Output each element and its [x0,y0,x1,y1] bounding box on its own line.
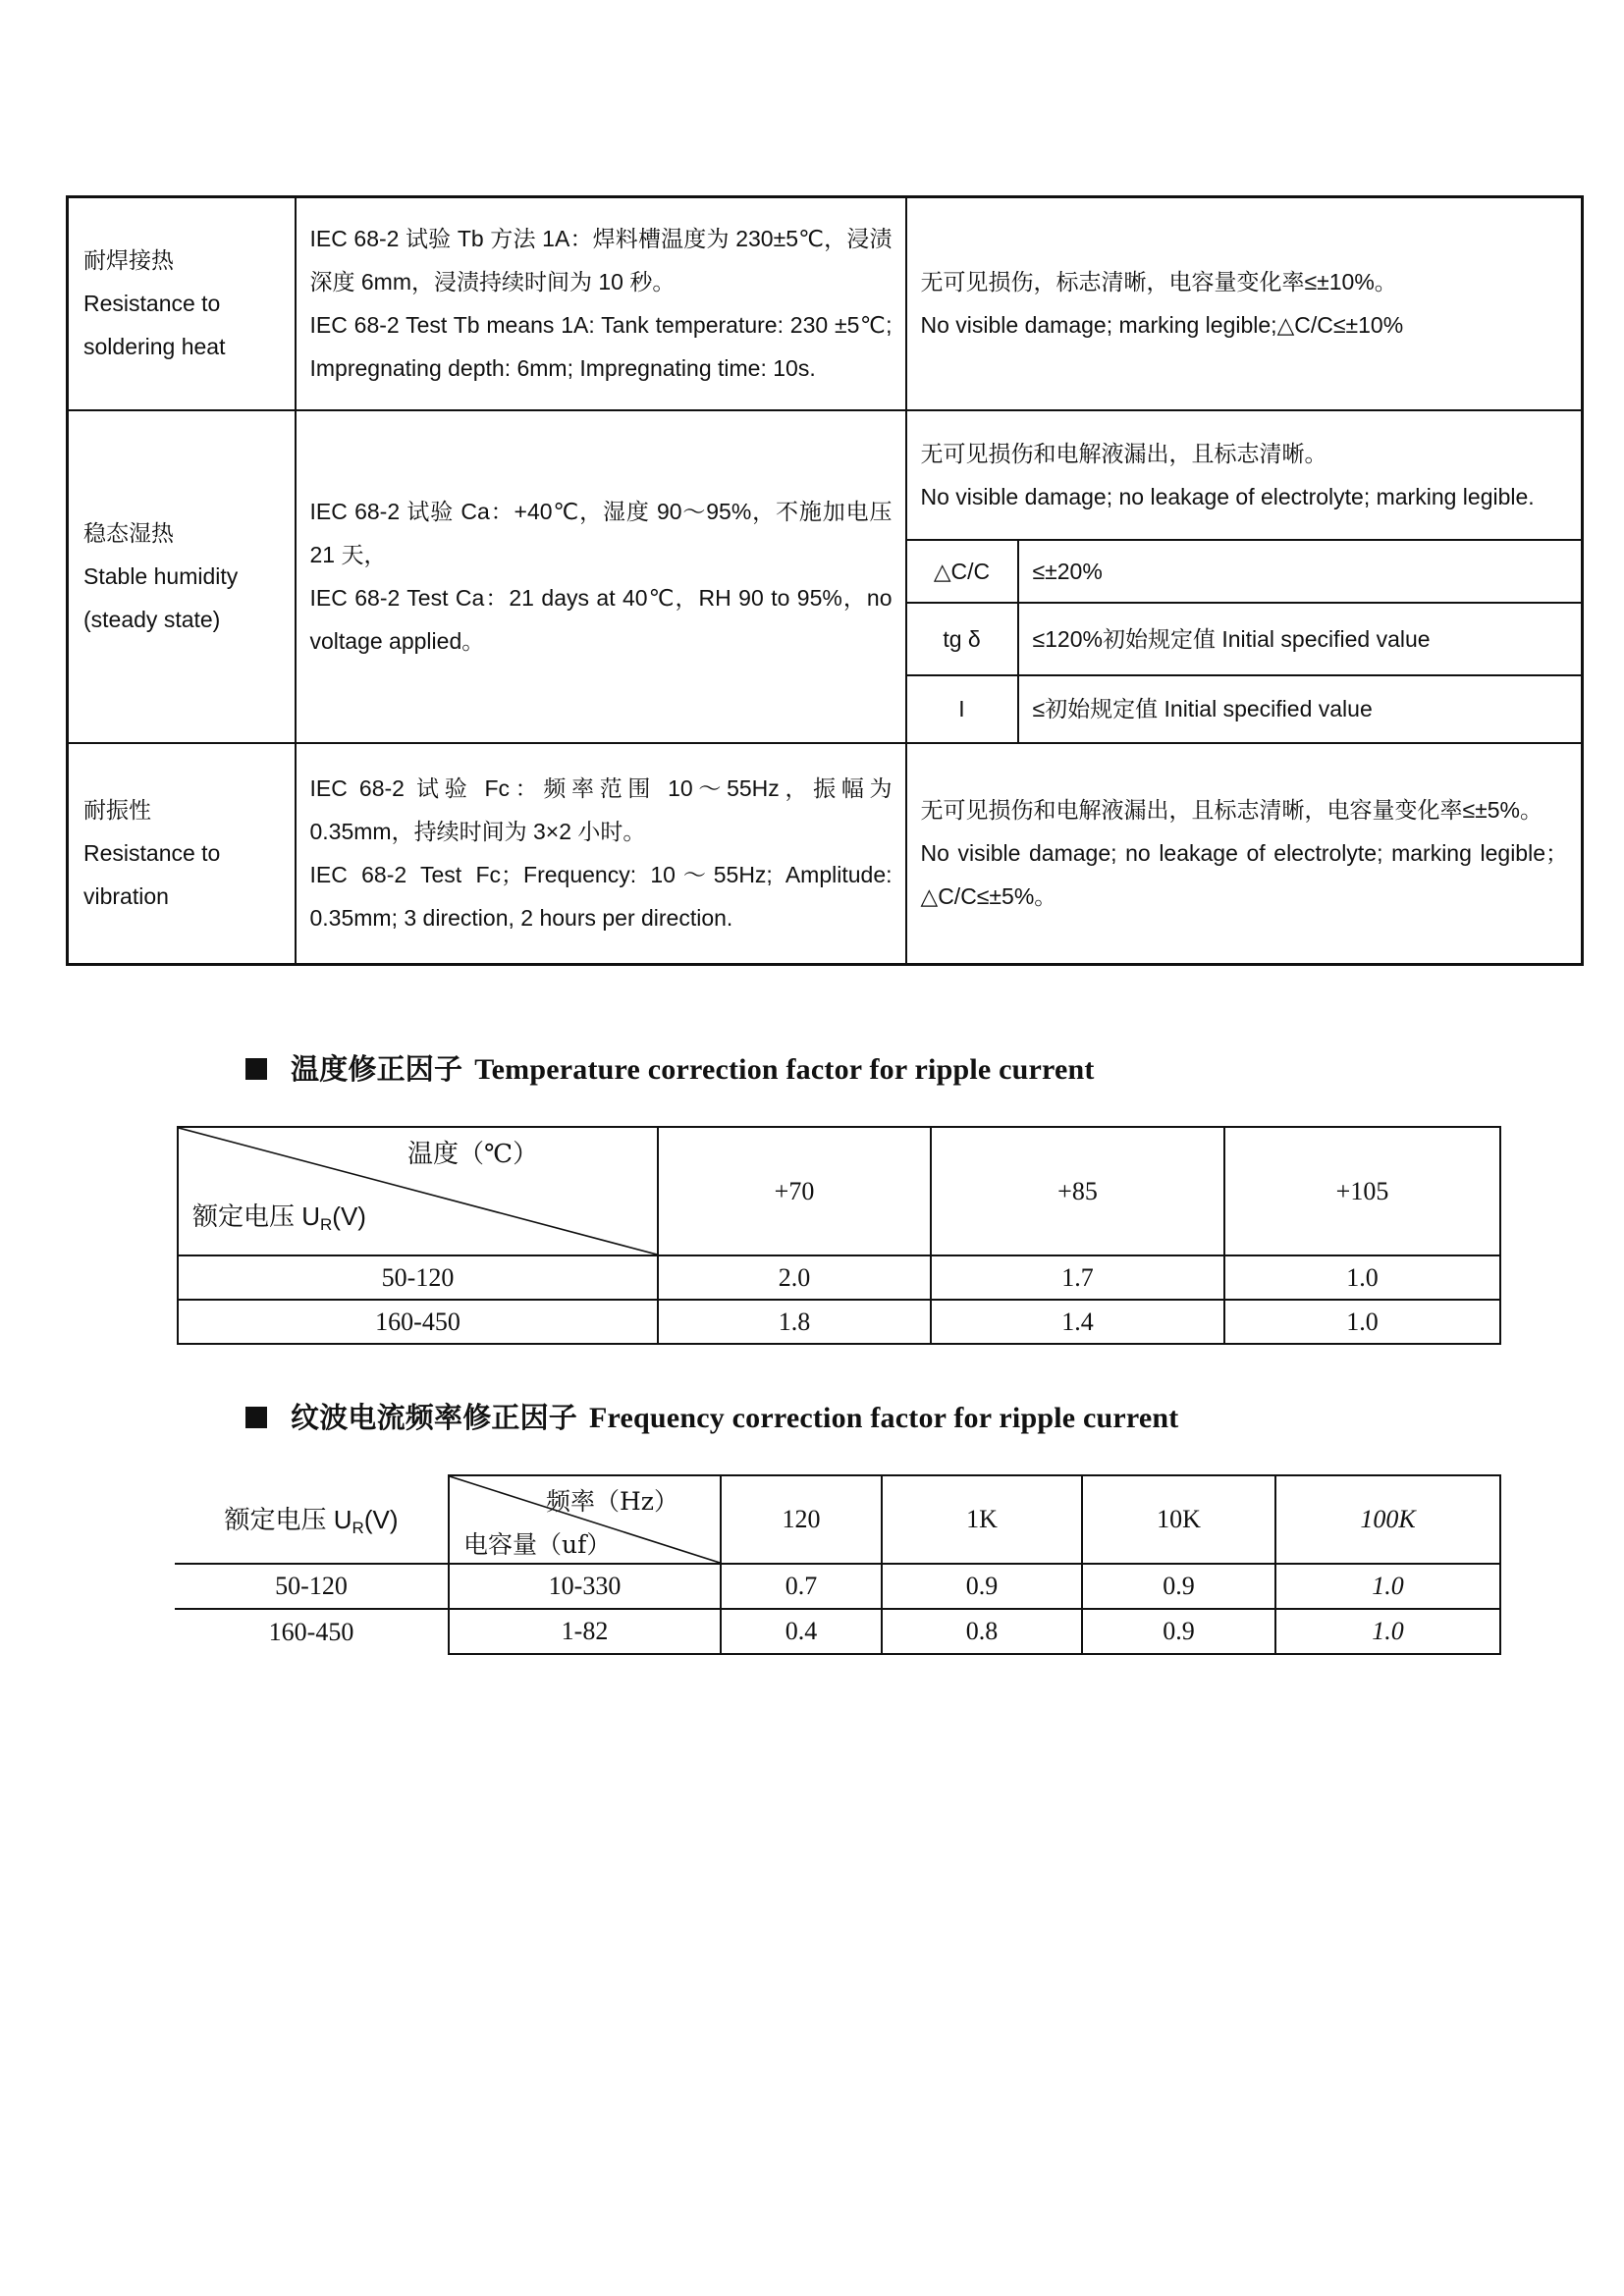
factor-cell: 1.8 [658,1300,931,1344]
test-item-cn: 耐振性 [83,797,151,824]
column-header: +85 [931,1127,1224,1255]
voltage-cell: 160-450 [175,1609,449,1654]
test-condition-cn: IEC 68-2 试验 Fc：频率范围 10～55Hz，振幅为 0.35mm，持续时间为 3×2 小时。 [309,775,893,845]
factor-cell: 0.4 [721,1609,882,1654]
heading-en: Temperature correction factor for ripple current [474,1053,1095,1086]
test-condition-cell [296,743,906,965]
voltage-cell: 50-120 [178,1255,658,1300]
test-condition-cell [296,410,906,743]
factor-cell: 0.8 [882,1609,1082,1654]
corner-top-label: 温度（℃） [407,1140,539,1169]
factor-cell: 1.7 [931,1255,1224,1300]
test-item-en: (steady state) [83,607,221,632]
temperature-section-heading [245,1047,1095,1088]
sub-row [907,540,1582,603]
test-item-cn: 耐焊接热 [83,247,174,274]
test-result-cn: 无可见损伤，标志清晰，电容量变化率≤±10%。 [920,269,1397,295]
square-bullet-icon [245,1058,267,1080]
factor-cell: 0.9 [882,1564,1082,1609]
factor-cell: 1.0 [1224,1300,1500,1344]
test-condition-cn: IEC 68-2 试验 Tb 方法 1A：焊料槽温度为 230±5℃，浸渍深度 6mm，浸渍持续时间为 10 秒。 [309,226,893,295]
table-header-row [175,1475,1500,1564]
sub-row [907,675,1582,742]
factor-cell: 1.0 [1275,1609,1500,1654]
test-item-en: Stable humidity [83,563,239,589]
table-header-row [178,1127,1500,1255]
table-row [68,197,1583,410]
heading-cn: 温度修正因子 [291,1052,463,1086]
test-item-en: Resistance to [83,840,221,867]
test-result-cell [906,743,1583,965]
humidity-result-subtable [907,411,1582,742]
voltage-cell: 50-120 [175,1564,449,1609]
voltage-header-cell: 额定电压 $U_R(V)$ [175,1475,449,1564]
heading-en: Frequency correction factor for ripple current [589,1402,1179,1434]
test-item-en: Resistance to [83,291,221,317]
sub-row-symbol: tg δ [907,603,1018,675]
diagonal-header-cell [178,1127,658,1255]
capacitance-cell: 10-330 [449,1564,721,1609]
factor-cell: 2.0 [658,1255,931,1300]
frequency-section-heading [245,1396,1178,1436]
sub-row [907,603,1582,675]
column-header: 100K [1275,1475,1500,1564]
table-row [178,1255,1500,1300]
sub-row-value: ≤±20% [1018,540,1582,603]
corner-bottom-label: 额定电压 $U_R(V)$ [192,1201,366,1234]
test-result-en: No visible damage; no leakage of electrolyte; marking legible. [920,483,1535,509]
test-condition-en: IEC 68-2 Test Fc；Frequency: 10～55Hz; Amplitude: 0.35mm; 3 direction, 2 hours per direction. [309,862,893,932]
test-item-cell [68,197,296,410]
table-row [175,1564,1500,1609]
square-bullet-icon [245,1407,267,1428]
table-row [68,743,1583,965]
capacitance-cell: 1-82 [449,1609,721,1654]
factor-cell: 0.7 [721,1564,882,1609]
temperature-correction-table [177,1126,1501,1345]
test-result-cell [906,410,1583,743]
test-item-cell [68,410,296,743]
column-header: 10K [1082,1475,1275,1564]
factor-cell: 1.0 [1275,1564,1500,1609]
column-header: +70 [658,1127,931,1255]
corner-bottom-label: 电容量（uf） [463,1530,612,1559]
voltage-cell: 160-450 [178,1300,658,1344]
test-condition-en: IEC 68-2 Test Tb means 1A: Tank temperature: 230 ±5℃; Impregnating depth: 6mm; Impregnating time: 10s. [309,312,893,382]
factor-cell: 0.9 [1082,1564,1275,1609]
sub-row-value: ≤初始规定值 Initial specified value [1018,675,1582,742]
test-result-cell [906,197,1583,410]
factor-cell: 1.0 [1224,1255,1500,1300]
test-condition-cn: IEC 68-2 试验 Ca：+40℃，湿度 90～95%，不施加电压 21 天， [309,499,893,567]
factor-cell: 1.4 [931,1300,1224,1344]
sub-row-symbol: △C/C [907,540,1018,603]
table-row [178,1300,1500,1344]
corner-top-label: 频率（Hz） [546,1487,678,1516]
column-header: +105 [1224,1127,1500,1255]
frequency-correction-table [175,1474,1501,1655]
table-row [68,410,1583,743]
sub-row-symbol: I [907,675,1018,742]
heading-cn: 纹波电流频率修正因子 [291,1401,578,1434]
test-item-en: vibration [83,883,169,910]
test-result-cn: 无可见损伤和电解液漏出，且标志清晰，电容量变化率≤±5%。 [920,797,1543,824]
test-result-en: No visible damage; marking legible;△C/C≤±10% [920,312,1404,339]
test-conditions-table [66,195,1584,966]
table-row [175,1609,1500,1654]
test-item-cn: 稳态湿热 [83,520,174,546]
diagonal-header-cell [449,1475,721,1564]
column-header: 120 [721,1475,882,1564]
sub-row-value: ≤120%初始规定值 Initial specified value [1018,603,1582,675]
test-result-en: No visible damage; no leakage of electrolyte; marking legible；△C/C≤±5%。 [920,840,1568,910]
test-condition-en: IEC 68-2 Test Ca：21 days at 40℃，RH 90 to 95%，no voltage applied。 [309,585,893,654]
test-item-en: soldering heat [83,334,226,360]
factor-cell: 0.9 [1082,1609,1275,1654]
test-item-cell [68,743,296,965]
test-condition-cell [296,197,906,410]
test-result-cn: 无可见损伤和电解液漏出，且标志清晰。 [920,440,1327,466]
column-header: 1K [882,1475,1082,1564]
